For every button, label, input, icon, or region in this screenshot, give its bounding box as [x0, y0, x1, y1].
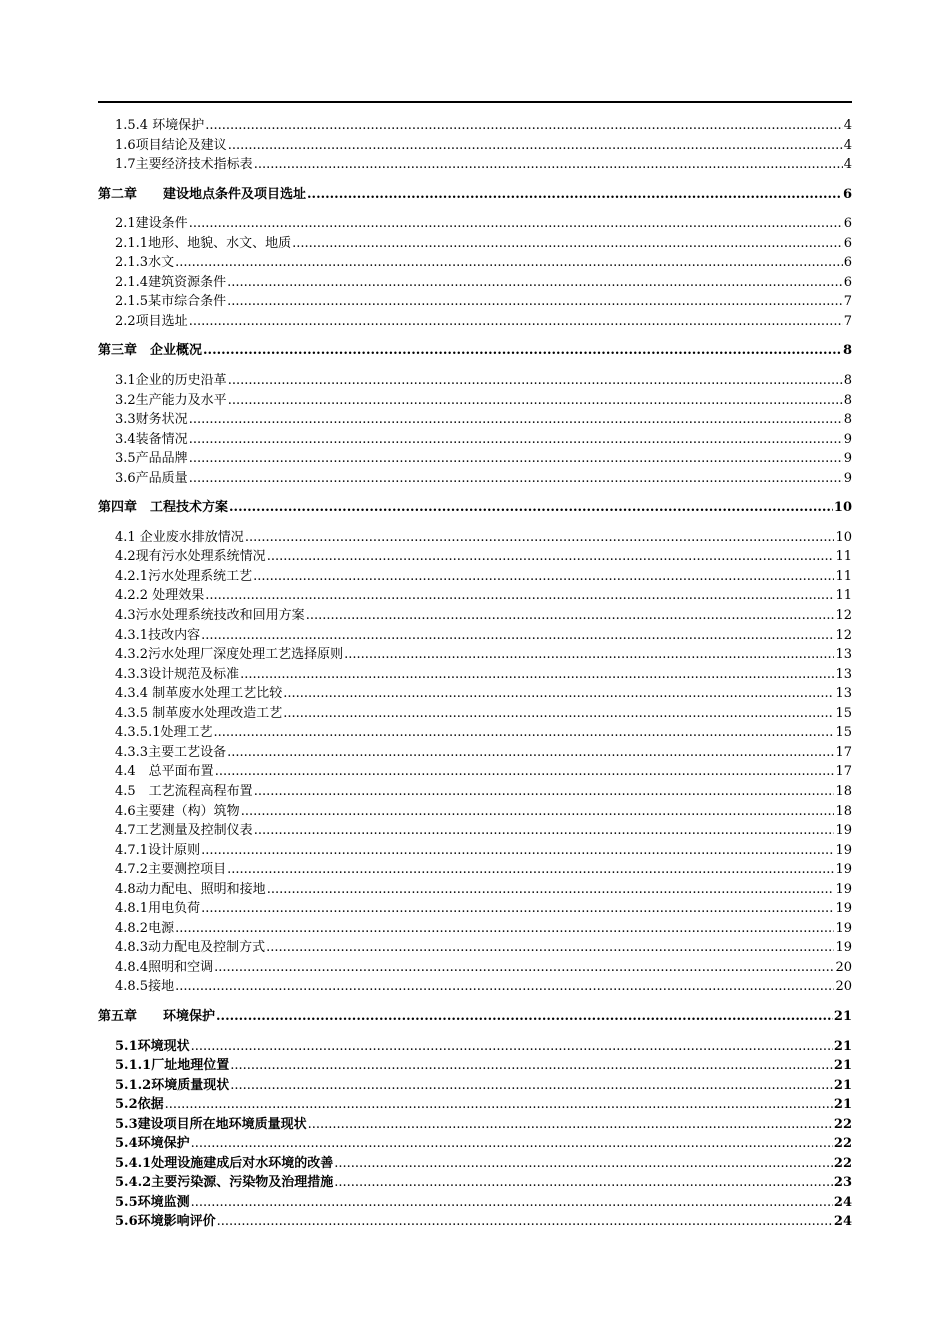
toc-entry[interactable] — [98, 155, 852, 175]
toc-dot-leader — [230, 1076, 833, 1096]
toc-chapter-entry[interactable] — [98, 1007, 852, 1027]
toc-dot-leader — [344, 645, 834, 665]
toc-entry[interactable] — [98, 1173, 852, 1193]
toc-entry[interactable] — [98, 1134, 852, 1154]
toc-entry-title: 2.2项目选址 — [115, 313, 188, 329]
toc-entry[interactable] — [98, 645, 852, 665]
toc-dot-leader — [175, 253, 843, 273]
toc-page-number: 9 — [843, 451, 852, 467]
toc-page-number: 7 — [843, 294, 852, 310]
toc-entry-title: 4.7工艺测量及控制仪表 — [115, 823, 253, 839]
toc-entry[interactable] — [98, 821, 852, 841]
toc-entry-title: 4.3.3主要工艺设备 — [115, 744, 227, 760]
toc-entry[interactable] — [98, 977, 852, 997]
toc-dot-leader — [267, 880, 835, 900]
toc-page-number: 12 — [835, 608, 852, 624]
toc-entry-title: 2.1.1地形、地貌、水文、地质 — [115, 235, 292, 251]
toc-dot-leader — [189, 312, 843, 332]
toc-dot-leader — [245, 528, 835, 548]
toc-page-number: 6 — [843, 274, 852, 290]
toc-entry[interactable] — [98, 1076, 852, 1096]
toc-entry[interactable] — [98, 1095, 852, 1115]
toc-dot-leader — [191, 1193, 833, 1213]
toc-dot-leader — [228, 136, 843, 156]
toc-entry[interactable] — [98, 880, 852, 900]
toc-dot-leader — [189, 214, 843, 234]
toc-entry[interactable] — [98, 214, 852, 234]
toc-entry-title: 4.7.1设计原则 — [115, 842, 201, 858]
toc-dot-leader — [217, 1212, 833, 1232]
toc-page-number: 8 — [842, 343, 852, 359]
toc-dot-leader — [227, 743, 834, 763]
toc-entry[interactable] — [98, 723, 852, 743]
toc-entry-title: 5.2依据 — [115, 1097, 164, 1113]
toc-dot-leader — [266, 938, 834, 958]
toc-chapter-entry[interactable] — [98, 341, 852, 361]
toc-page-number: 11 — [835, 568, 852, 584]
toc-entry-title: 3.6产品质量 — [115, 470, 188, 486]
toc-entry[interactable] — [98, 136, 852, 156]
toc-entry-title: 第三章 企业概况 — [98, 343, 203, 359]
toc-page-number: 12 — [835, 627, 852, 643]
toc-dot-leader — [201, 626, 834, 646]
toc-dot-leader — [227, 273, 843, 293]
toc-dot-leader — [189, 469, 843, 489]
toc-page-number: 4 — [843, 118, 852, 133]
toc-page-number: 8 — [843, 392, 852, 408]
toc-page-number: 21 — [833, 1097, 852, 1113]
toc-entry[interactable] — [98, 860, 852, 880]
toc-dot-leader — [308, 1115, 833, 1135]
toc-page-number: 21 — [833, 1077, 852, 1093]
toc-entry-title: 5.4.2主要污染源、污染物及治理措施 — [115, 1175, 334, 1191]
toc-page-number: 19 — [835, 823, 852, 839]
toc-page-number: 18 — [835, 783, 852, 799]
toc-page-number: 13 — [835, 686, 852, 702]
toc-entry[interactable] — [98, 938, 852, 958]
toc-page-number: 6 — [843, 255, 852, 271]
toc-chapter-entry[interactable] — [98, 185, 852, 205]
toc-entry-title: 4.3.5.1处理工艺 — [115, 725, 213, 741]
toc-entry-title: 4.3.5 制革废水处理改造工艺 — [115, 705, 283, 721]
toc-entry-title: 5.1.2环境质量现状 — [115, 1077, 230, 1093]
toc-entry[interactable] — [98, 958, 852, 978]
toc-dot-leader — [189, 430, 843, 450]
toc-page-number: 24 — [833, 1214, 852, 1230]
toc-page-number: 13 — [835, 666, 852, 682]
toc-entry[interactable] — [98, 665, 852, 685]
toc-dot-leader — [283, 684, 834, 704]
toc-entry[interactable] — [98, 1193, 852, 1213]
toc-entry-title: 第二章 建设地点条件及项目选址 — [98, 186, 307, 202]
toc-entry[interactable] — [98, 1037, 852, 1057]
toc-entry-title: 4.3.1技改内容 — [115, 627, 201, 643]
toc-dot-leader — [216, 1007, 833, 1027]
table-of-contents — [98, 116, 852, 1232]
toc-page-number: 10 — [835, 529, 852, 545]
toc-page-number: 22 — [833, 1155, 852, 1171]
toc-entry[interactable] — [98, 684, 852, 704]
toc-entry[interactable] — [98, 547, 852, 567]
toc-dot-leader — [254, 155, 843, 175]
toc-dot-leader — [283, 704, 834, 724]
toc-page-number: 8 — [843, 373, 852, 389]
toc-entry-title: 4.8动力配电、照明和接地 — [115, 881, 266, 897]
toc-entry[interactable] — [98, 606, 852, 626]
toc-page-number: 6 — [843, 235, 852, 251]
toc-dot-leader — [228, 391, 843, 411]
toc-entry-title: 5.4.1处理设施建成后对水环境的改善 — [115, 1155, 334, 1171]
toc-entry-title: 4.2.2 处理效果 — [115, 588, 205, 604]
toc-page-number: 9 — [843, 470, 852, 486]
toc-entry-title: 1.6项目结论及建议 — [115, 137, 227, 153]
toc-entry-title: 4.4 总平面布置 — [115, 764, 214, 780]
toc-entry-title: 第四章 工程技术方案 — [98, 500, 229, 516]
toc-page-number: 11 — [835, 549, 852, 565]
toc-page-number: 8 — [843, 412, 852, 428]
toc-dot-leader — [228, 371, 843, 391]
toc-page-number: 15 — [835, 705, 852, 721]
toc-entry[interactable] — [98, 743, 852, 763]
toc-entry-title: 4.7.2主要测控项目 — [115, 862, 227, 878]
toc-entry-title: 3.3财务状况 — [115, 412, 188, 428]
toc-page-number: 19 — [835, 862, 852, 878]
toc-entry-title: 第五章 环境保护 — [98, 1008, 216, 1024]
toc-dot-leader — [334, 1154, 833, 1174]
toc-entry-title: 1.5.4 环境保护 — [115, 118, 205, 133]
toc-entry[interactable] — [98, 841, 852, 861]
toc-entry-title: 2.1.4建筑资源条件 — [115, 274, 227, 290]
toc-page-number: 10 — [833, 500, 852, 516]
toc-page-number: 11 — [835, 588, 852, 604]
toc-entry[interactable] — [98, 528, 852, 548]
toc-entry-title: 2.1.3水文 — [115, 255, 175, 271]
toc-entry[interactable] — [98, 234, 852, 254]
toc-entry-title: 5.1.1厂址地理位置 — [115, 1058, 230, 1074]
toc-entry-title: 2.1.5某市综合条件 — [115, 294, 227, 310]
toc-entry-title: 4.8.1用电负荷 — [115, 901, 201, 917]
toc-entry-title: 1.7主要经济技术指标表 — [115, 157, 253, 173]
toc-entry[interactable] — [98, 469, 852, 489]
toc-page-number: 4 — [843, 157, 852, 173]
toc-page-number: 20 — [835, 979, 852, 995]
toc-page-number: 9 — [843, 431, 852, 447]
toc-page-number: 24 — [833, 1194, 852, 1210]
toc-page-number: 23 — [833, 1175, 852, 1191]
toc-dot-leader — [214, 958, 834, 978]
toc-entry-title: 4.8.5接地 — [115, 979, 175, 995]
toc-dot-leader — [240, 665, 834, 685]
toc-page-number: 15 — [835, 725, 852, 741]
toc-dot-leader — [307, 185, 842, 205]
toc-dot-leader — [201, 899, 834, 919]
toc-entry-title: 4.8.3动力配电及控制方式 — [115, 940, 266, 956]
toc-dot-leader — [213, 723, 834, 743]
toc-entry[interactable] — [98, 410, 852, 430]
toc-entry[interactable] — [98, 116, 852, 136]
toc-entry-title: 5.4环境保护 — [115, 1136, 190, 1152]
toc-entry[interactable] — [98, 919, 852, 939]
toc-dot-leader — [292, 234, 843, 254]
toc-dot-leader — [165, 1095, 833, 1115]
toc-entry[interactable] — [98, 567, 852, 587]
toc-page-number: 19 — [835, 881, 852, 897]
toc-dot-leader — [201, 841, 834, 861]
toc-chapter-entry[interactable] — [98, 498, 852, 518]
toc-page-number: 21 — [833, 1008, 852, 1024]
toc-dot-leader — [227, 860, 834, 880]
toc-entry[interactable] — [98, 704, 852, 724]
toc-entry-title: 4.3.3设计规范及标准 — [115, 666, 240, 682]
toc-page-number: 7 — [843, 313, 852, 329]
toc-dot-leader — [191, 1037, 833, 1057]
toc-entry-title: 4.6主要建（构）筑物 — [115, 803, 240, 819]
toc-entry[interactable] — [98, 899, 852, 919]
toc-page-number: 6 — [842, 186, 852, 202]
toc-dot-leader — [230, 1056, 833, 1076]
toc-page-number: 4 — [843, 137, 852, 153]
toc-entry[interactable] — [98, 1154, 852, 1174]
toc-entry-title: 4.2现有污水处理系统情况 — [115, 549, 266, 565]
toc-entry-title: 4.5 工艺流程高程布置 — [115, 783, 253, 799]
toc-dot-leader — [254, 821, 835, 841]
toc-page-number: 21 — [833, 1038, 852, 1054]
toc-entry[interactable] — [98, 782, 852, 802]
toc-dot-leader — [229, 498, 833, 518]
toc-entry[interactable] — [98, 802, 852, 822]
toc-page-number: 19 — [835, 940, 852, 956]
toc-entry[interactable] — [98, 1212, 852, 1232]
toc-entry-title: 4.3.2污水处理厂深度处理工艺选择原则 — [115, 647, 344, 663]
toc-dot-leader — [227, 292, 843, 312]
toc-dot-leader — [267, 547, 835, 567]
toc-entry[interactable] — [98, 273, 852, 293]
toc-page-number: 20 — [835, 959, 852, 975]
toc-entry[interactable] — [98, 762, 852, 782]
toc-entry-title: 5.6环境影响评价 — [115, 1214, 216, 1230]
toc-dot-leader — [175, 919, 834, 939]
toc-entry-title: 3.2生产能力及水平 — [115, 392, 227, 408]
toc-entry-title: 3.4装备情况 — [115, 431, 188, 447]
toc-entry[interactable] — [98, 391, 852, 411]
toc-page-number: 17 — [835, 744, 852, 760]
toc-dot-leader — [203, 341, 842, 361]
toc-entry-title: 4.3污水处理系统技改和回用方案 — [115, 608, 305, 624]
toc-entry[interactable] — [98, 430, 852, 450]
toc-entry-title: 5.5环境监测 — [115, 1194, 190, 1210]
toc-page-number: 22 — [833, 1136, 852, 1152]
toc-dot-leader — [189, 410, 843, 430]
toc-page-number: 6 — [843, 216, 852, 232]
header-rule — [98, 101, 852, 103]
toc-dot-leader — [205, 586, 834, 606]
toc-page-number: 19 — [835, 842, 852, 858]
toc-entry-title: 4.3.4 制革废水处理工艺比较 — [115, 686, 283, 702]
toc-page-number: 17 — [835, 764, 852, 780]
toc-dot-leader — [205, 116, 843, 136]
toc-entry[interactable] — [98, 1115, 852, 1135]
toc-entry[interactable] — [98, 1056, 852, 1076]
toc-dot-leader — [306, 606, 835, 626]
toc-page-number: 18 — [835, 803, 852, 819]
toc-entry-title: 2.1建设条件 — [115, 216, 188, 232]
toc-dot-leader — [253, 567, 834, 587]
toc-dot-leader — [254, 782, 835, 802]
toc-page-number: 21 — [833, 1058, 852, 1074]
toc-dot-leader — [175, 977, 834, 997]
toc-entry-title: 4.1 企业废水排放情况 — [115, 529, 244, 545]
toc-entry-title: 4.8.4照明和空调 — [115, 959, 214, 975]
toc-entry[interactable] — [98, 292, 852, 312]
toc-dot-leader — [191, 1134, 833, 1154]
toc-entry-title: 3.5产品品牌 — [115, 451, 188, 467]
toc-entry-title: 5.1环境现状 — [115, 1038, 190, 1054]
toc-page-number: 13 — [835, 647, 852, 663]
toc-entry[interactable] — [98, 449, 852, 469]
toc-entry-title: 5.3建设项目所在地环境质量现状 — [115, 1116, 307, 1132]
toc-dot-leader — [334, 1173, 833, 1193]
toc-entry-title: 4.2.1污水处理系统工艺 — [115, 568, 253, 584]
toc-entry-title: 4.8.2电源 — [115, 920, 175, 936]
toc-entry-title: 3.1企业的历史沿革 — [115, 373, 227, 389]
toc-entry[interactable] — [98, 253, 852, 273]
toc-dot-leader — [189, 449, 843, 469]
toc-page-number: 19 — [835, 901, 852, 917]
toc-entry[interactable] — [98, 626, 852, 646]
toc-dot-leader — [241, 802, 835, 822]
toc-entry[interactable] — [98, 312, 852, 332]
toc-page-number: 22 — [833, 1116, 852, 1132]
toc-entry[interactable] — [98, 586, 852, 606]
toc-dot-leader — [215, 762, 835, 782]
toc-entry[interactable] — [98, 371, 852, 391]
toc-page-number: 19 — [835, 920, 852, 936]
